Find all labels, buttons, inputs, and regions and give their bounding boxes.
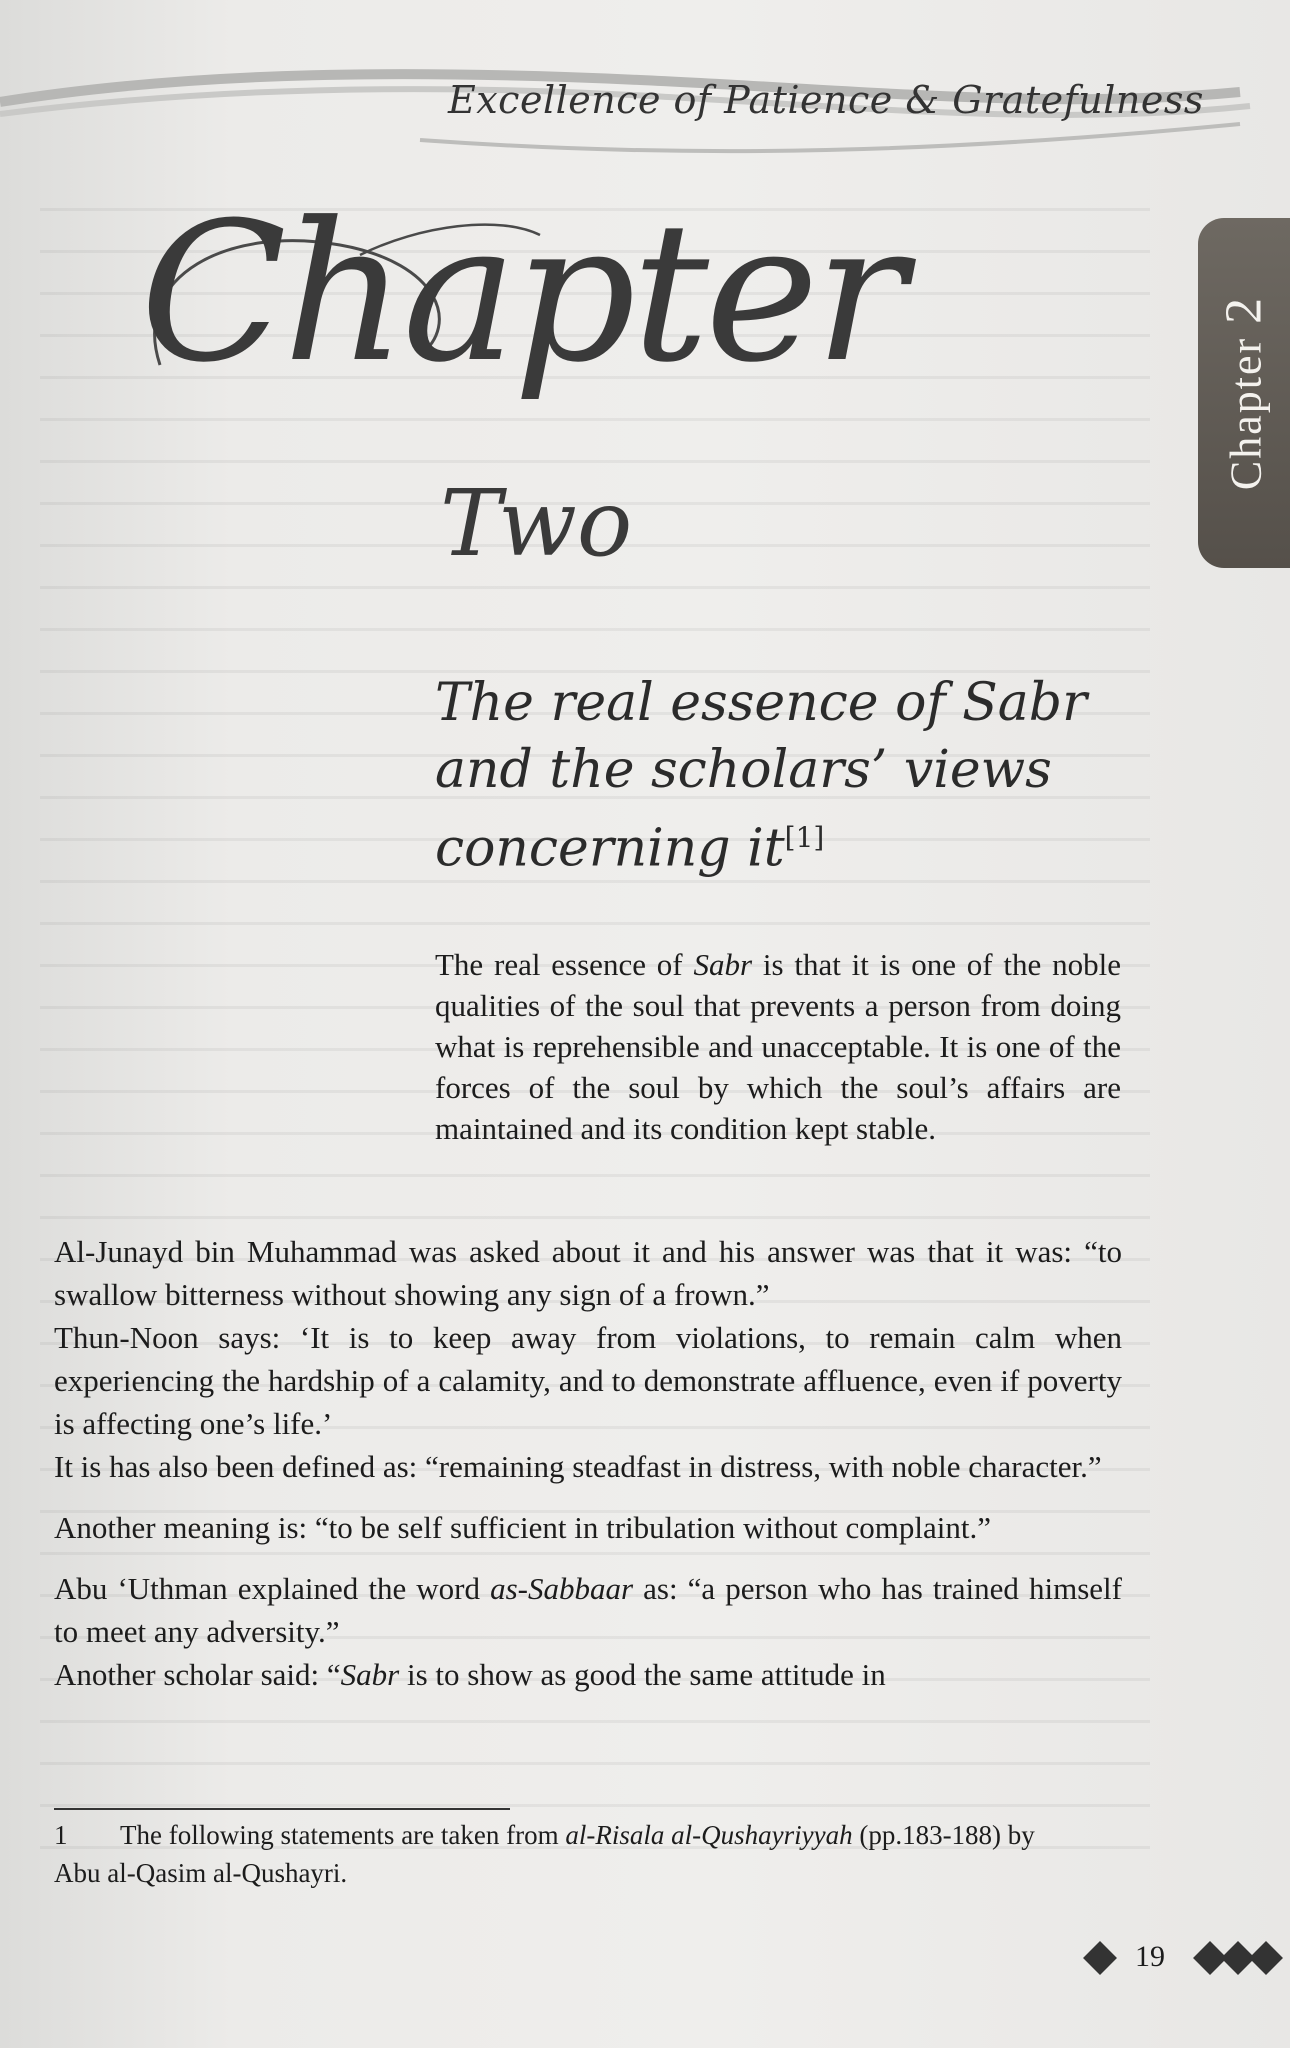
footnote-text-rest: (pp.183-188) by Abu al-Qasim al-Qushayri.: [54, 1820, 1035, 1888]
chapter-number-word: Two: [440, 470, 633, 577]
footnote-divider: [54, 1808, 510, 1810]
chapter-tab-word: Chapter: [1221, 336, 1271, 491]
intro-term-sabr: Sabr: [693, 947, 753, 982]
section-heading-line-3-text: concerning it: [435, 818, 785, 879]
diamond-ornament-right-3: [1249, 1941, 1283, 1975]
page-number-area: [1070, 1936, 1290, 1986]
term-as-sabbaar: as-Sabbaar: [490, 1571, 634, 1606]
paragraph-definition: It is has also been defined as: “remaining steadfast in distress, with noble character.”: [54, 1449, 1102, 1484]
footnote: [54, 1816, 1084, 1892]
chapter-tab-number: 2: [1215, 295, 1273, 324]
chapter-tab-label: [1215, 296, 1274, 490]
paragraph-another-scholar: [54, 1653, 1122, 1696]
term-sabr: Sabr: [340, 1657, 400, 1692]
paragraph-abu-uthman: [54, 1567, 1122, 1653]
body-text: [54, 1230, 1122, 1696]
abu-uthman-text-rest: as: “a person who has trained himself to meet any adversity.”: [54, 1571, 1122, 1649]
chapter-heading-word: Chapter: [140, 182, 903, 405]
section-heading-line-1: The real essence of Sabr: [435, 673, 1087, 733]
chapter-thumb-tab: [1198, 218, 1290, 568]
running-header-title: Excellence of Patience & Gratefulness: [448, 78, 1204, 122]
footnote-text-start: The following statements are taken from: [120, 1820, 566, 1850]
paragraph-thun-noon: Thun-Noon says: ‘It is to keep away from violations, to remain calm when experiencing the hardship of a calamity, and to demonstrate affluence, even if poverty is affecting one’s life.’: [54, 1320, 1122, 1441]
paragraph-another-meaning: Another meaning is: “to be self sufficient in tribulation without complaint.”: [54, 1510, 991, 1545]
footnote-number: 1: [54, 1820, 68, 1850]
intro-text-start: The real essence of: [435, 947, 694, 982]
paragraph-junayd: Al-Junayd bin Muhammad was asked about it and his answer was that it was: “to swallow bitterness without showing any sign of a frown.”: [54, 1234, 1122, 1312]
section-heading: [435, 670, 1135, 882]
footnote-reference: [1]: [784, 821, 825, 854]
diamond-ornament-left: [1083, 1941, 1117, 1975]
section-heading-line-2: and the scholars’ views: [435, 740, 1052, 800]
intro-text-rest: is that it is one of the noble qualities of the soul that prevents a person from doing what is reprehensible and unacceptable. It is one of the forces of the soul by which the soul’s affairs are maintained and its condition kept stable.: [435, 947, 1121, 1146]
abu-uthman-text-start: Abu ‘Uthman explained the word: [54, 1571, 491, 1606]
another-scholar-text-rest: is to show as good the same attitude in: [399, 1657, 886, 1692]
another-scholar-text-start: Another scholar said: “: [54, 1657, 341, 1692]
section-heading-line-3: [435, 804, 1135, 882]
page-number: 19: [1135, 1940, 1165, 1973]
footnote-source-title: al-Risala al-Qushayriyyah: [565, 1820, 853, 1850]
intro-paragraph: [435, 944, 1121, 1149]
